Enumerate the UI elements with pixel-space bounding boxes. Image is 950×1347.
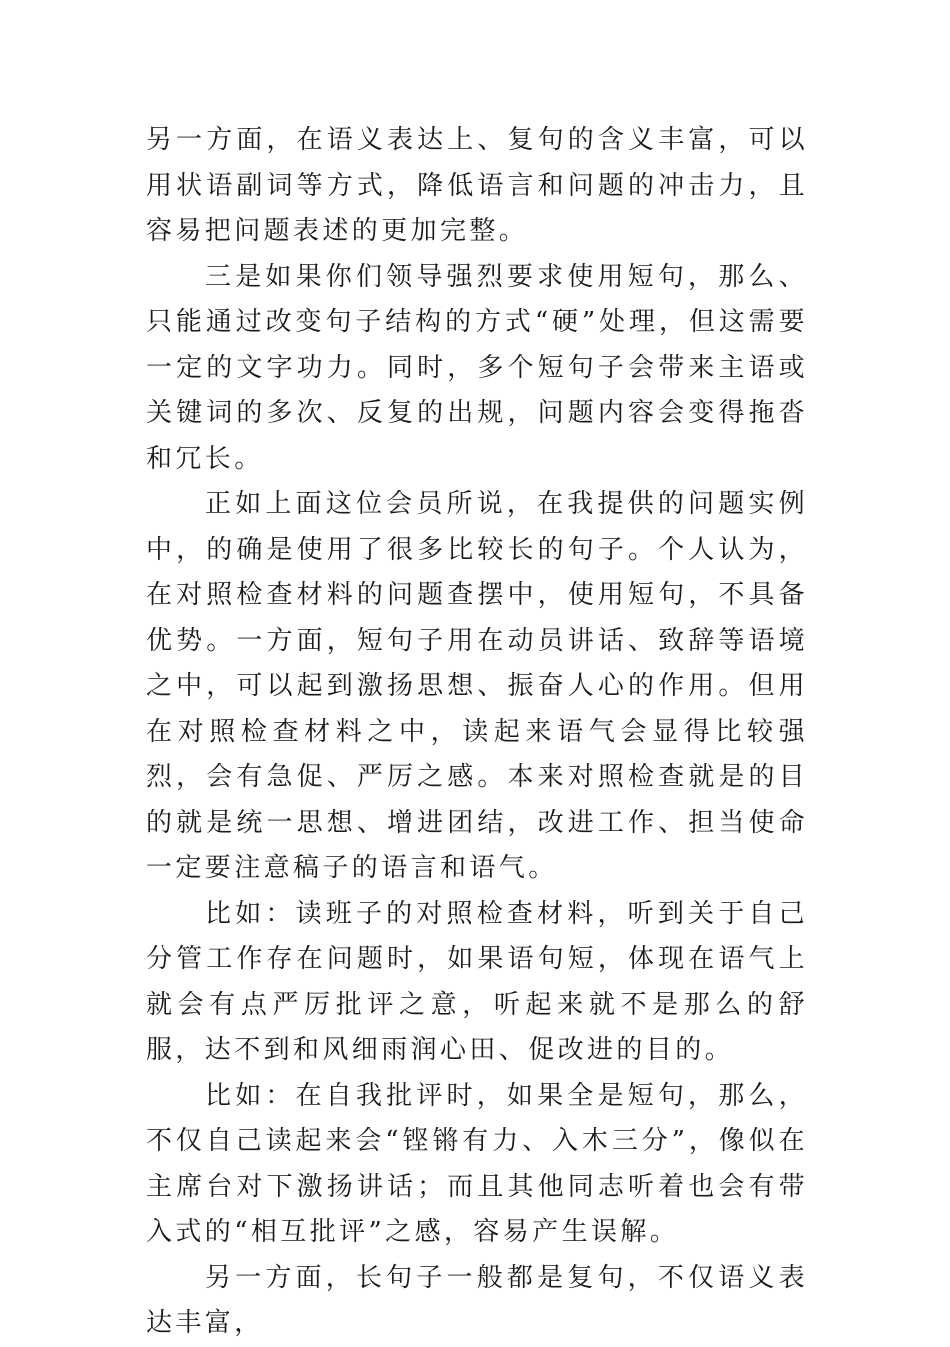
- paragraph: 比如：在自我批评时，如果全是短句，那么，不仅自己读起来会“铿锵有力、入木三分”，像似在主席台对下激扬讲话；而且其他同志听着也会有带入式的“相互批评”之感，容易产生误解。: [146, 1080, 808, 1247]
- paragraph: 另一方面，长句子一般都是复句，不仅语义表达丰富，: [146, 1262, 808, 1338]
- paragraph: 另一方面，在语义表达上、复句的含义丰富，可以用状语副词等方式，降低语言和问题的冲击力，且容易把问题表述的更加完整。: [146, 125, 808, 246]
- document-body: [146, 118, 808, 1347]
- paragraph: 正如上面这位会员所说，在我提供的问题实例中，的确是使用了很多比较长的句子。个人认为，在对照检查材料的问题查摆中，使用短句，不具备优势。一方面，短句子用在动员讲话、致辞等语境之中，可以起到激扬思想、振奋人心的作用。但用在对照检查材料之中，读起来语气会显得比较强烈，会有急促、严厉之感。本来对照检查就是的目的就是统一思想、增进团结，改进工作、担当使命一定要注意稿子的语言和语气。: [146, 489, 808, 883]
- paragraph: 三是如果你们领导强烈要求使用短句，那么、只能通过改变句子结构的方式“硬”处理，但这需要一定的文字功力。同时，多个短句子会带来主语或关键词的多次、反复的出规，问题内容会变得拖沓和冗长。: [146, 261, 808, 474]
- paragraph: 比如：读班子的对照检查材料，听到关于自己分管工作存在问题时，如果语句短，体现在语气上就会有点严厉批评之意，听起来就不是那么的舒服，达不到和风细雨润心田、促改进的目的。: [146, 898, 808, 1065]
